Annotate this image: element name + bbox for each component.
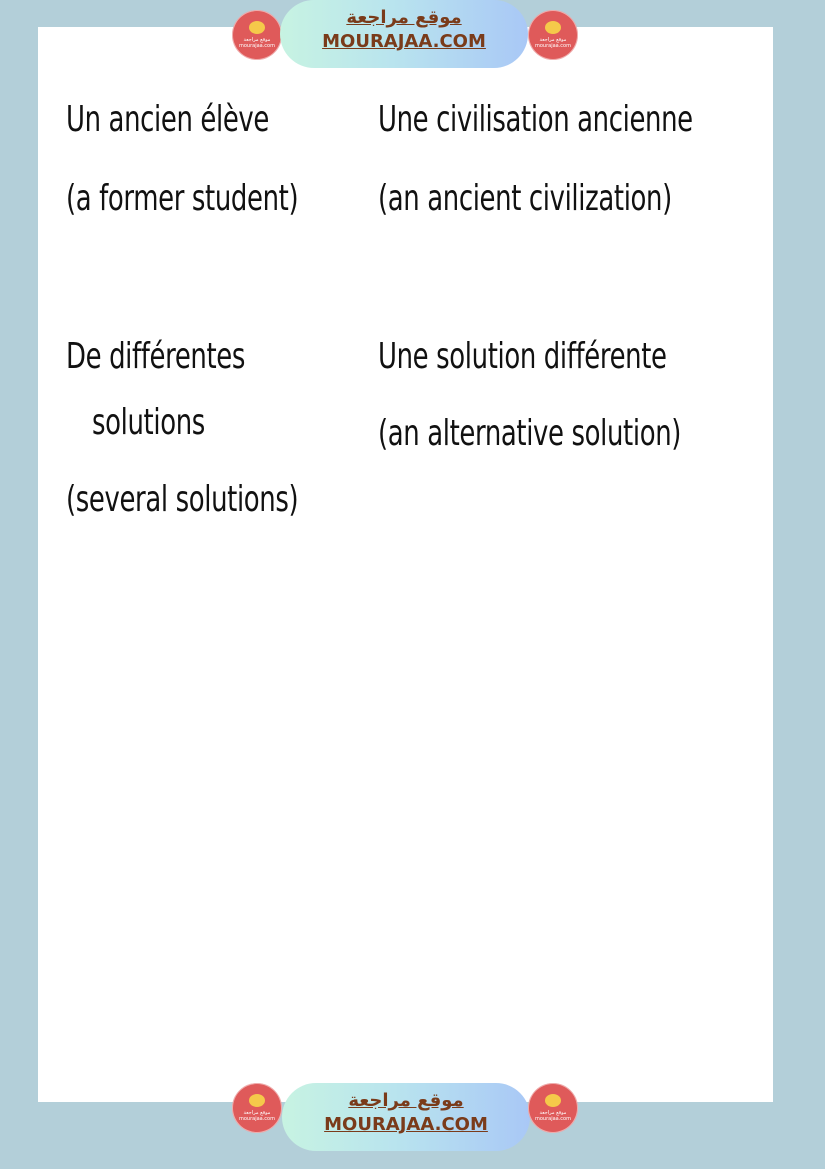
watermark-site-link[interactable]: MOURAJAA.COM xyxy=(324,1114,488,1135)
site-logo-icon: موقع مراجعة mourajaa.com xyxy=(528,10,578,60)
entry-2-english: (an ancient civilization) xyxy=(378,178,672,219)
entry-3-french-line2: solutions xyxy=(92,402,205,443)
watermark-banner-bottom[interactable] xyxy=(282,1083,530,1151)
entry-1-french: Un ancien élève xyxy=(66,99,270,140)
entry-1-english: (a former student) xyxy=(66,178,299,219)
site-logo-icon: موقع مراجعة mourajaa.com xyxy=(528,1083,578,1133)
watermark-arabic-text[interactable]: موقع مراجعة xyxy=(348,1090,464,1111)
watermark-banner-top[interactable] xyxy=(280,0,528,68)
entry-4-english: (an alternative solution) xyxy=(378,413,682,454)
entry-2-french: Une civilisation ancienne xyxy=(378,99,693,140)
entry-3-french-line1: De différentes xyxy=(66,336,246,377)
watermark-site-link[interactable]: MOURAJAA.COM xyxy=(322,31,486,52)
entry-4-french: Une solution différente xyxy=(378,336,667,377)
entry-3-english: (several solutions) xyxy=(66,479,299,520)
site-logo-icon: موقع مراجعة mourajaa.com xyxy=(232,1083,282,1133)
watermark-arabic-text[interactable]: موقع مراجعة xyxy=(346,7,462,28)
site-logo-icon: موقع مراجعة mourajaa.com xyxy=(232,10,282,60)
